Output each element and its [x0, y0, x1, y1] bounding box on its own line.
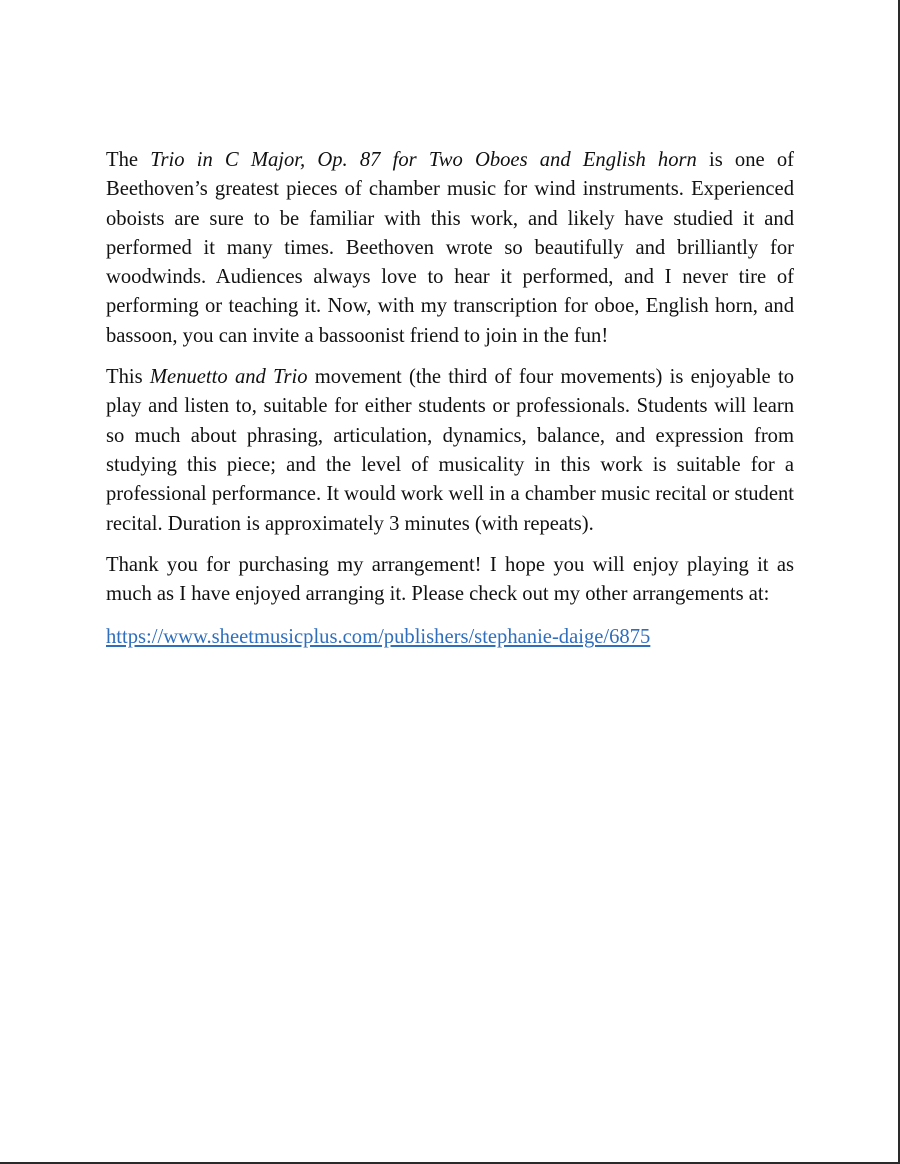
paragraph-movement-text-1: This — [106, 366, 150, 389]
paragraph-intro-text-2: is one of Beethoven’s greatest pieces of chamber music for wind instruments. Experienced oboists are sure to be familiar with this work, and likely have studied it and performed it many times. Beethoven wrote so beautifully and brilliantly for woodwinds. Audiences always love to hear it performed, and I never tire of performing or teaching it. Now, with my transcription for oboe, English horn, and bassoon, you can invite a bassoonist friend to join in the fun! — [106, 149, 794, 347]
paragraph-intro — [106, 146, 794, 351]
document-body — [106, 146, 794, 653]
work-title: Trio in C Major, Op. 87 for Two Oboes and English horn — [150, 149, 697, 171]
movement-title: Menuetto and Trio — [149, 366, 308, 389]
paragraph-intro-text-1: The — [106, 149, 151, 171]
paragraph-movement — [106, 363, 794, 539]
paragraph-thanks: Thank you for purchasing my arrangement! I hope you will enjoy playing it as much as I have enjoyed arranging it. Please check out my other arrangements at: — [106, 553, 794, 606]
paragraph-movement-text-2: movement (the third of four movements) is enjoyable to play and listen to, suitable for either students or professionals. Students will learn so much about phrasing, articulation, dynamics, balance, and expression from studying this piece; and the level of musicality in this work is suitable for a professional performance. It would work well in a chamber music recital or student recital. Duration is approximately 3 minutes (with repeats). — [106, 366, 794, 535]
publisher-link[interactable]: https://www.sheetmusicplus.com/publishers/stephanie-daige/6875 — [106, 626, 651, 649]
link-line — [106, 623, 794, 652]
